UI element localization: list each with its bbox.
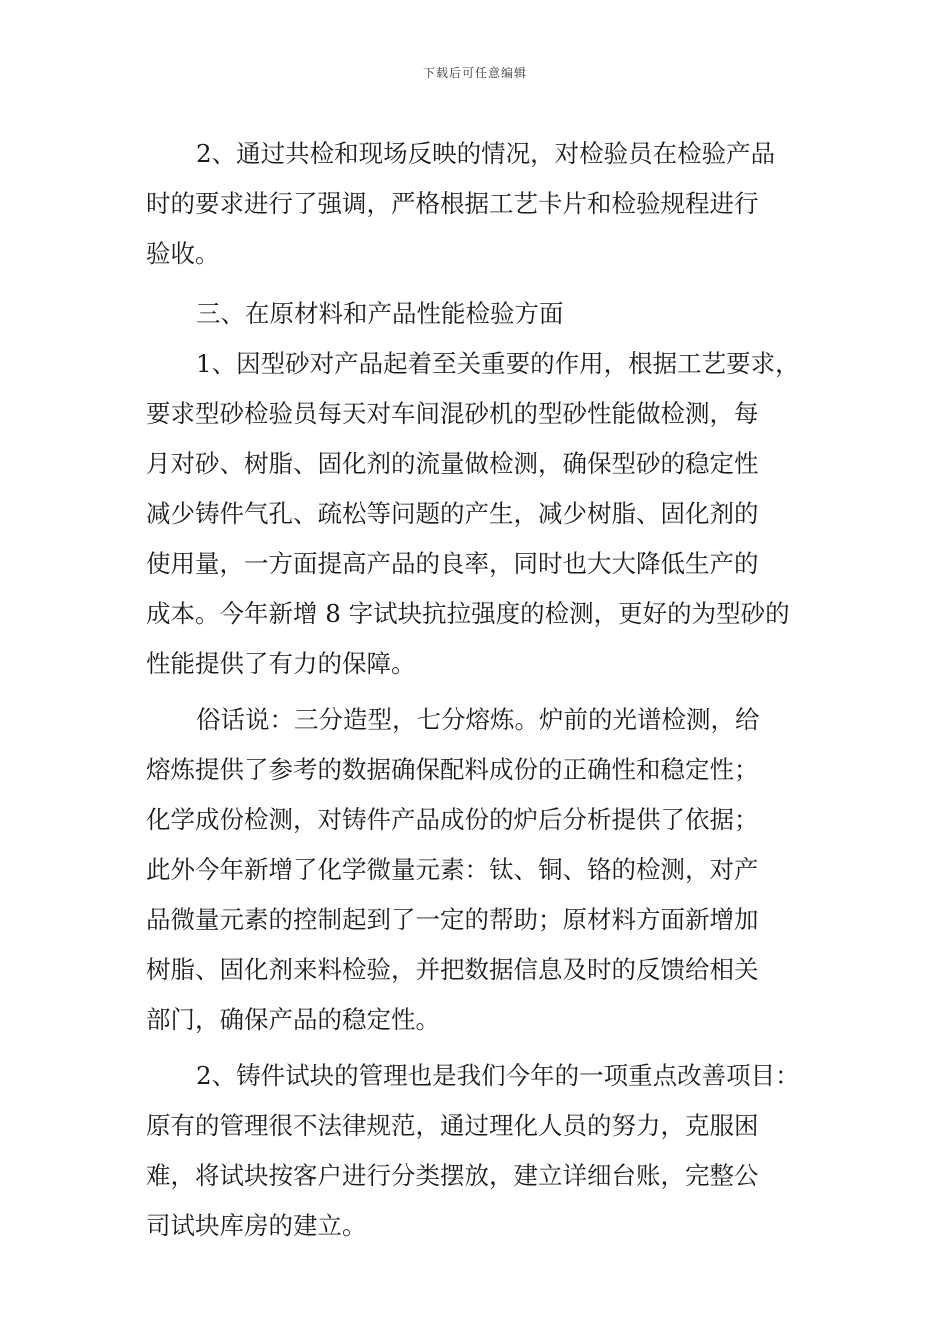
paragraph-line: 要求型砂检验员每天对车间混砂机的型砂性能做检测，每 <box>146 399 759 428</box>
paragraph-line: 部门，确保产品的稳定性。 <box>146 1005 440 1034</box>
paragraph-line: 验收。 <box>146 239 220 268</box>
paragraph-line: 原有的管理很不法律规范，通过理化人员的努力，克服困 <box>146 1111 759 1140</box>
paragraph-line: 月对砂、树脂、固化剂的流量做检测，确保型砂的稳定性 <box>146 449 759 478</box>
paragraph-line: 化学成份检测，对铸件产品成份的炉后分析提供了依据； <box>146 805 759 834</box>
paragraph-line: 此外今年新增了化学微量元素：钛、铜、铬的检测，对产 <box>146 855 759 884</box>
paragraph-line: 2、通过共检和现场反映的情况，对检验员在检验产品 <box>196 139 776 168</box>
paragraph-line: 减少铸件气孔、疏松等问题的产生，减少树脂、固化剂的 <box>146 499 759 528</box>
paragraph-line: 品微量元素的控制起到了一定的帮助；原材料方面新增加 <box>146 905 759 934</box>
page-header-note: 下载后可任意编辑 <box>422 66 527 80</box>
paragraph-line: 树脂、固化剂来料检验，并把数据信息及时的反馈给相关 <box>146 955 759 984</box>
paragraph-line: 使用量，一方面提高产品的良率，同时也大大降低生产的 <box>146 549 759 578</box>
section-heading: 三、在原材料和产品性能检验方面 <box>196 299 564 328</box>
paragraph-line: 1、因型砂对产品起着至关重要的作用，根据工艺要求， <box>196 349 800 378</box>
document-body <box>146 129 814 1251</box>
paragraph-line: 成本。今年新增 8 字试块抗拉强度的检测，更好的为型砂的 <box>146 599 790 628</box>
paragraph-line: 俗话说：三分造型，七分熔炼。炉前的光谱检测，给 <box>196 705 760 734</box>
paragraph-line: 熔炼提供了参考的数据确保配料成份的正确性和稳定性； <box>146 755 759 784</box>
paragraph-line: 2、铸件试块的管理也是我们今年的一项重点改善项目： <box>196 1061 800 1090</box>
paragraph-line: 时的要求进行了强调，严格根据工艺卡片和检验规程进行 <box>146 189 759 218</box>
paragraph-line: 难，将试块按客户进行分类摆放，建立详细台账，完整公 <box>146 1161 759 1190</box>
paragraph-line: 司试块库房的建立。 <box>146 1211 367 1240</box>
paragraph-line: 性能提供了有力的保障。 <box>146 649 416 678</box>
